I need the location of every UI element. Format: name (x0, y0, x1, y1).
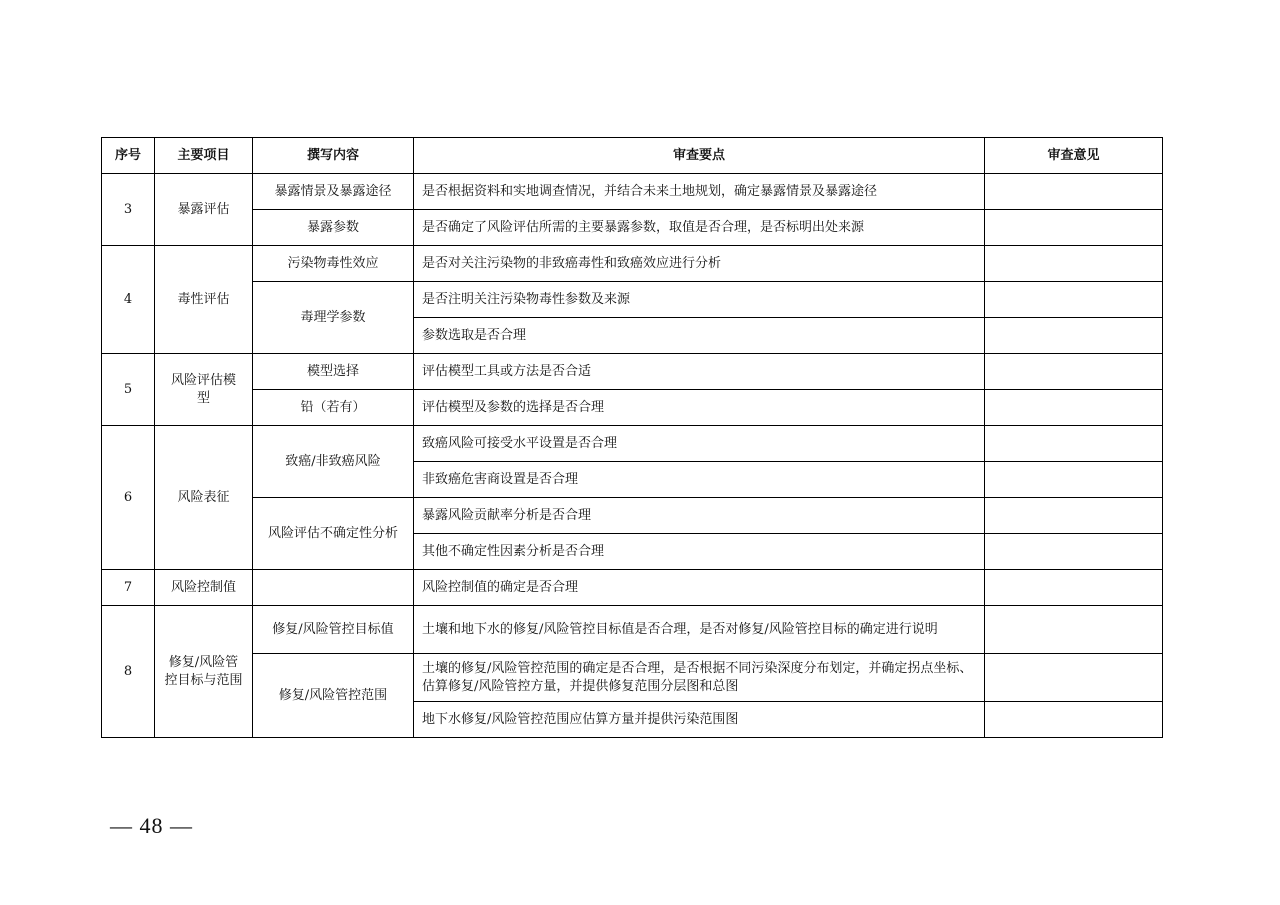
row-no: 5 (102, 354, 155, 426)
opinion-cell[interactable] (985, 318, 1163, 354)
row-item: 风险控制值 (155, 570, 253, 606)
row-point: 是否根据资料和实地调查情况，并结合未来土地规划，确定暴露情景及暴露途径 (414, 174, 985, 210)
row-content: 风险评估不确定性分析 (253, 498, 414, 570)
row-no: 4 (102, 246, 155, 354)
row-point: 暴露风险贡献率分析是否合理 (414, 498, 985, 534)
table-row (102, 570, 1163, 606)
row-point: 是否对关注污染物的非致癌毒性和致癌效应进行分析 (414, 246, 985, 282)
row-point: 评估模型工具或方法是否合适 (414, 354, 985, 390)
opinion-cell[interactable] (985, 282, 1163, 318)
header-opinion: 审查意见 (985, 138, 1163, 174)
row-no: 6 (102, 426, 155, 570)
row-point: 是否确定了风险评估所需的主要暴露参数，取值是否合理，是否标明出处来源 (414, 210, 985, 246)
table-row (102, 426, 1163, 462)
row-content: 暴露情景及暴露途径 (253, 174, 414, 210)
opinion-cell[interactable] (985, 702, 1163, 738)
header-content: 撰写内容 (253, 138, 414, 174)
opinion-cell[interactable] (985, 174, 1163, 210)
row-item: 风险评估模型 (155, 354, 253, 426)
opinion-cell[interactable] (985, 570, 1163, 606)
opinion-cell[interactable] (985, 390, 1163, 426)
row-item: 暴露评估 (155, 174, 253, 246)
row-point: 风险控制值的确定是否合理 (414, 570, 985, 606)
header-points: 审查要点 (414, 138, 985, 174)
opinion-cell[interactable] (985, 606, 1163, 654)
row-point: 致癌风险可接受水平设置是否合理 (414, 426, 985, 462)
row-content: 修复/风险管控目标值 (253, 606, 414, 654)
row-content: 毒理学参数 (253, 282, 414, 354)
row-item: 风险表征 (155, 426, 253, 570)
row-content: 暴露参数 (253, 210, 414, 246)
opinion-cell[interactable] (985, 534, 1163, 570)
row-content: 致癌/非致癌风险 (253, 426, 414, 498)
review-table (101, 137, 1163, 738)
row-content: 修复/风险管控范围 (253, 654, 414, 738)
row-content: 铅（若有） (253, 390, 414, 426)
header-no: 序号 (102, 138, 155, 174)
table-row (102, 498, 1163, 534)
row-point: 土壤和地下水的修复/风险管控目标值是否合理，是否对修复/风险管控目标的确定进行说明 (414, 606, 985, 654)
row-content: 模型选择 (253, 354, 414, 390)
opinion-cell[interactable] (985, 462, 1163, 498)
opinion-cell[interactable] (985, 354, 1163, 390)
opinion-cell[interactable] (985, 654, 1163, 702)
opinion-cell[interactable] (985, 426, 1163, 462)
row-point: 是否注明关注污染物毒性参数及来源 (414, 282, 985, 318)
row-no: 8 (102, 606, 155, 738)
row-no: 3 (102, 174, 155, 246)
row-no: 7 (102, 570, 155, 606)
row-content (253, 570, 414, 606)
opinion-cell[interactable] (985, 210, 1163, 246)
table-header-row (102, 138, 1163, 174)
row-point: 评估模型及参数的选择是否合理 (414, 390, 985, 426)
page-number: — 48 — (110, 813, 193, 838)
row-point: 非致癌危害商设置是否合理 (414, 462, 985, 498)
table-row (102, 354, 1163, 390)
table-row (102, 282, 1163, 318)
header-item: 主要项目 (155, 138, 253, 174)
row-item: 修复/风险管控目标与范围 (155, 606, 253, 738)
row-point: 土壤的修复/风险管控范围的确定是否合理，是否根据不同污染深度分布划定，并确定拐点坐标、估算修复/风险管控方量，并提供修复范围分层图和总图 (414, 654, 985, 702)
table-row (102, 606, 1163, 654)
table-row (102, 174, 1163, 210)
table-row (102, 246, 1163, 282)
table-row (102, 654, 1163, 702)
row-point: 参数选取是否合理 (414, 318, 985, 354)
row-item: 毒性评估 (155, 246, 253, 354)
table-row (102, 390, 1163, 426)
table-row (102, 210, 1163, 246)
row-point: 地下水修复/风险管控范围应估算方量并提供污染范围图 (414, 702, 985, 738)
opinion-cell[interactable] (985, 246, 1163, 282)
opinion-cell[interactable] (985, 498, 1163, 534)
row-point: 其他不确定性因素分析是否合理 (414, 534, 985, 570)
row-content: 污染物毒性效应 (253, 246, 414, 282)
